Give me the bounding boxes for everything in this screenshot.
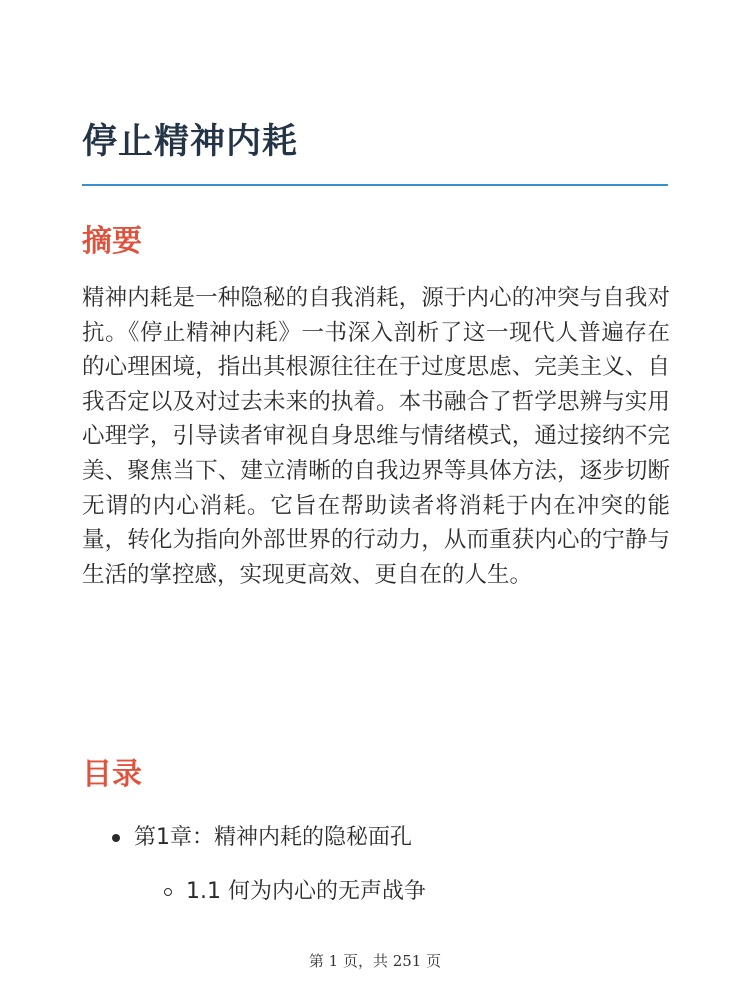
document-title: 停止精神内耗 <box>82 122 299 162</box>
bullet-circle-icon <box>164 888 172 896</box>
title-divider <box>82 184 668 186</box>
bullet-disc-icon <box>112 834 120 842</box>
toc-chapter-1-label: 第1章：精神内耗的隐秘面孔 <box>134 825 412 850</box>
page-number: 第 1 页，共 251 页 <box>308 952 442 970</box>
toc-heading: 目录 <box>82 757 142 792</box>
toc-section-1-1-label: 1.1 何为内心的无声战争 <box>186 879 426 904</box>
summary-heading: 摘要 <box>82 224 142 259</box>
toc-section-1-1[interactable] <box>164 876 426 908</box>
toc-chapter-1[interactable] <box>112 822 412 854</box>
summary-paragraph: 精神内耗是一种隐秘的自我消耗，源于内心的冲突与自我对抗。《停止精神内耗》一书深入剖析了这一现代人普遍存在的心理困境，指出其根源往往在于过度思虑、完美主义、自我否定以及对过去未来的执着。本书融合了哲学思辨与实用心理学，引导读者审视自身思维与情绪模式，通过接纳不完美、聚焦当下、建立清晰的自我边界等具体方法，逐步切断无谓的内心消耗。它旨在帮助读者将消耗于内在冲突的能量，转化为指向外部世界的行动力，从而重获内心的宁静与生活的掌控感，实现更高效、更自在的人生。 <box>82 285 670 588</box>
